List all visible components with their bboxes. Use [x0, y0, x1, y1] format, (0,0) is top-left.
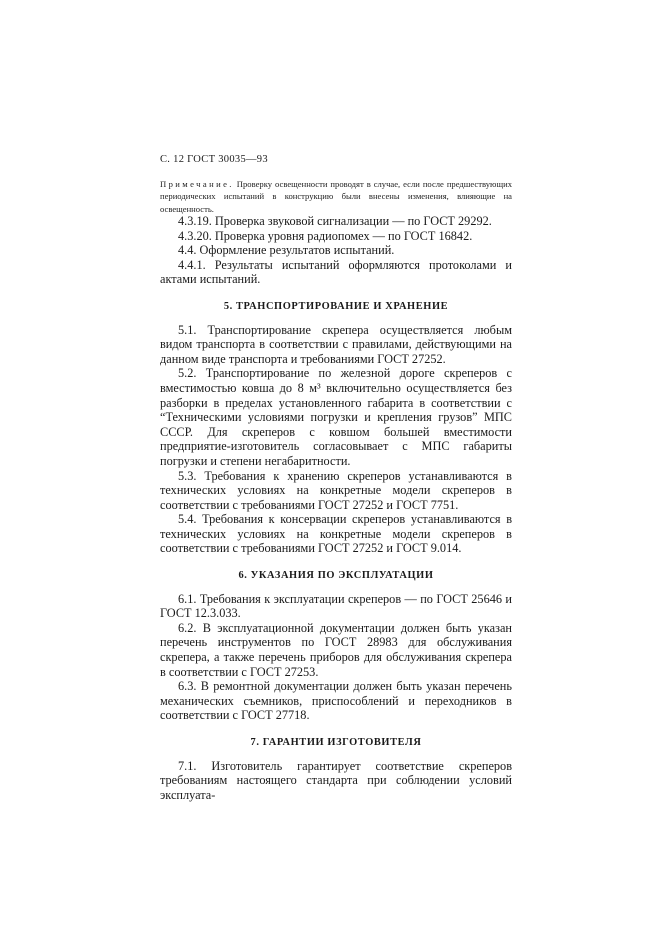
paragraph-7-1: 7.1. Изготовитель гарантирует соответствие скреперов требованиям настоящего стандарта при соблюдении условий эксплуата-	[160, 758, 512, 802]
paragraph-5-4: 5.4. Требования к консервации скреперов устанавливаются в технических условиях на конкретные модели скреперов в соответствии с требованиями ГОСТ 27252 и ГОСТ 9.014.	[160, 512, 512, 556]
page-header: С. 12 ГОСТ 30035—93	[160, 154, 268, 165]
section-5-title: 5. ТРАНСПОРТИРОВАНИЕ И ХРАНЕНИЕ	[223, 300, 449, 312]
section-6-title: 6. УКАЗАНИЯ ПО ЭКСПЛУАТАЦИИ	[238, 570, 434, 582]
paragraph-5-3: 5.3. Требования к хранению скреперов устанавливаются в технических условиях на конкретные модели скреперов в соответствии с требованиями ГОСТ 27252 и ГОСТ 7751.	[160, 468, 512, 512]
paragraph-4-4: 4.4. Оформление результатов испытаний.	[178, 243, 395, 258]
note-block	[160, 178, 512, 215]
paragraph-4-3-19: 4.3.19. Проверка звуковой сигнализации — по ГОСТ 29292.	[178, 214, 492, 228]
note-lead: Примечание.	[160, 179, 234, 189]
paragraph-5-1: 5.1. Транспортирование скрепера осуществляется любым видом транспорта в соответствии с правилами, действующими на данном виде транспорта и требованиями ГОСТ 27252.	[160, 322, 512, 366]
paragraph-6-2: 6.2. В эксплуатационной документации должен быть указан перечень инструментов по ГОСТ 28983 для обслуживания скрепера, а также перечень приборов для обслуживания скрепера в соответствии с ГОСТ 27253.	[160, 620, 512, 679]
section-7-title: 7. ГАРАНТИИ ИЗГОТОВИТЕЛЯ	[250, 737, 422, 748]
document-body	[160, 214, 512, 802]
paragraph-4-3-20: 4.3.20. Проверка уровня радиопомех — по ГОСТ 16842.	[178, 228, 473, 243]
paragraph-4-4-1: 4.4.1. Результаты испытаний оформляются протоколами и актами испытаний.	[160, 257, 512, 287]
paragraph-6-3: 6.3. В ремонтной документации должен быть указан перечень механических съемников, приспособлений и переходников в соответствии с ГОСТ 27718.	[160, 679, 512, 723]
paragraph-5-2: 5.2. Транспортирование по железной дороге скреперов с вместимостью ковша до 8 м³ включительно осуществляется без разборки в пределах установленного габарита в соответствии с “Техническими условиями погрузки и крепления грузов” МПС СССР. Для скреперов с ковшом большей вместимости предприятие-изготовитель согласовывает с МПС габариты погрузки и степени негабаритности.	[160, 366, 512, 468]
note-text: Проверку освещенности проводят в случае, если после предшествующих периодических испытаний в конструкцию были внесены изменения, влияющие на освещенность.	[160, 179, 512, 214]
paragraph-6-1: 6.1. Требования к эксплуатации скреперов — по ГОСТ 25646 и ГОСТ 12.3.033.	[160, 591, 512, 621]
